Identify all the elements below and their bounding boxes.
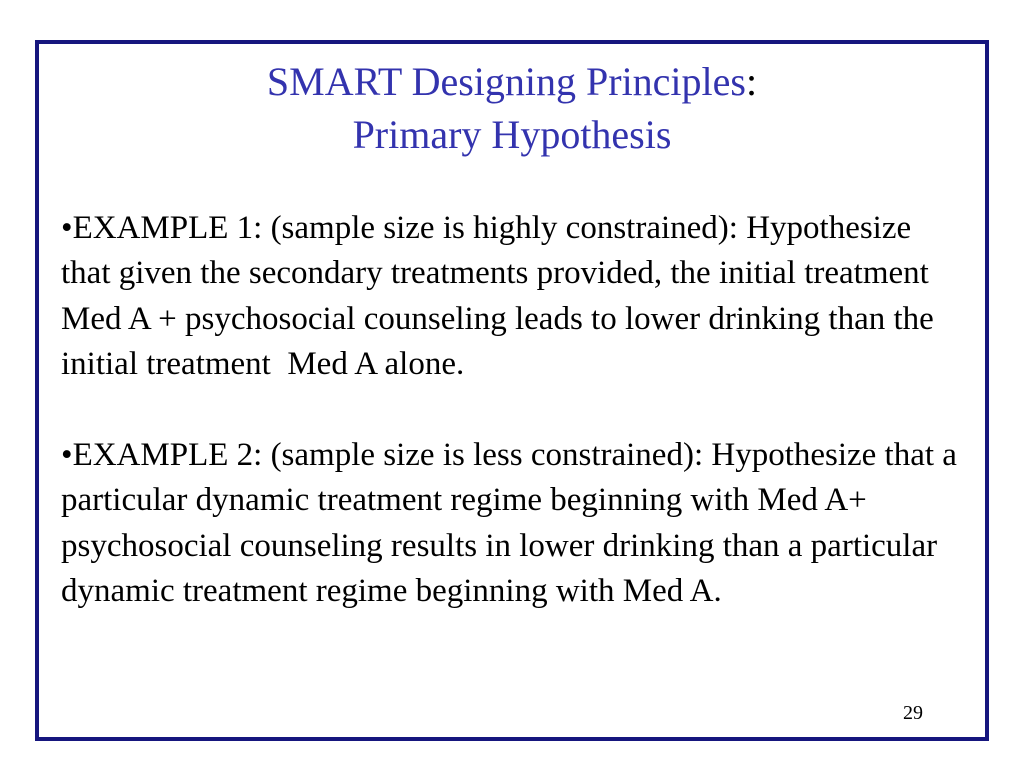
slide-frame [35, 40, 989, 741]
title-line-1 [39, 56, 985, 109]
title-line1-text: SMART Designing Principles [266, 59, 746, 104]
title-line-2: Primary Hypothesis [352, 111, 672, 157]
bullet-marker-1: • [61, 209, 73, 246]
bullet-marker-2: • [61, 436, 73, 473]
title-colon: : [745, 59, 758, 104]
slide-body [39, 206, 985, 615]
slide-title [39, 56, 985, 162]
bullet-item-example-2 [61, 433, 966, 615]
bullet-text-example-2: EXAMPLE 2: (sample size is less constrained): Hypothesize that a particular dynamic treatment regime beginning with Med A+ psychosocial counseling results in lower drinking than a particular dynamic treatment regime beginning with Med A. [61, 436, 966, 610]
page-number: 29 [903, 702, 923, 724]
bullet-item-example-1 [61, 206, 961, 388]
bullet-text-example-1: EXAMPLE 1: (sample size is highly constrained): Hypothesize that given the secondary treatments provided, the initial treatment Med A + psychosocial counseling leads to lower drinking than the initial treatment Med A alone. [61, 209, 943, 383]
